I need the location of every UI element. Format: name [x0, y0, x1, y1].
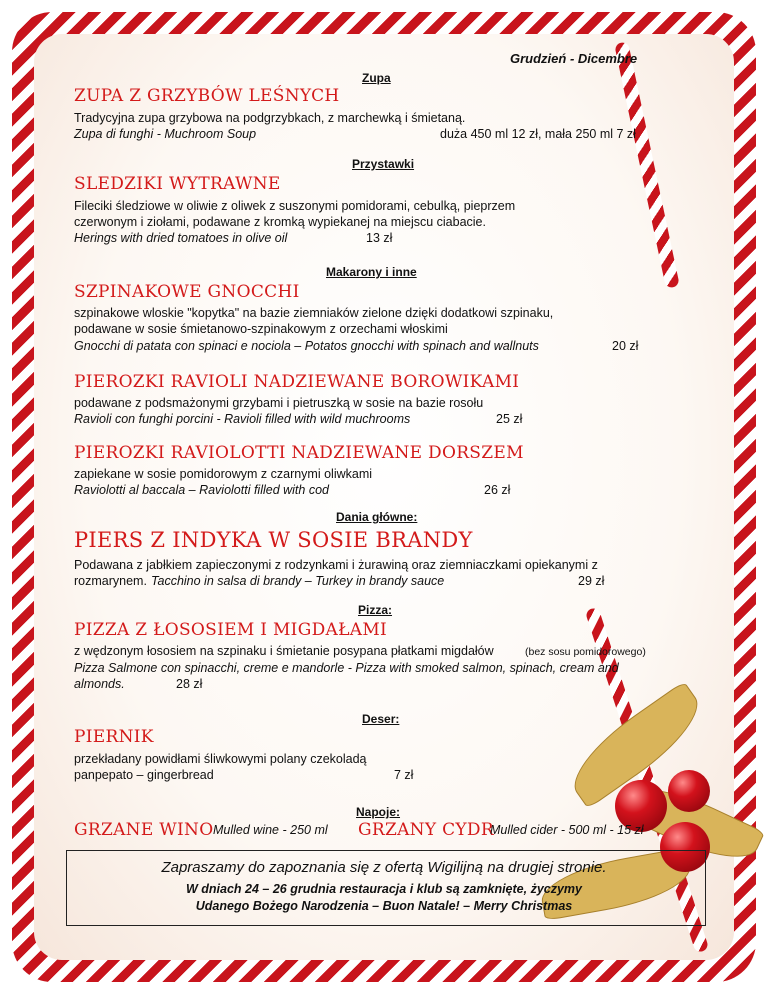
dish-description: z wędzonym łososiem na szpinaku i śmietanie posypana płatkami migdałów — [74, 644, 494, 658]
drink-name: GRZANY CYDR — [358, 820, 494, 840]
dish-translation: almonds. — [74, 677, 125, 691]
section-title-starters: Przystawki — [352, 157, 415, 171]
dish-price: 20 zł — [612, 339, 639, 353]
dish-description: przekładany powidłami śliwkowymi polany czekoladą — [74, 752, 367, 766]
section-title-pizza: Pizza: — [358, 603, 393, 617]
dish-name: PIEROZKI RAVIOLI NADZIEWANE BOROWIKAMI — [74, 372, 520, 392]
drink-detail: Mulled wine - 250 ml — [213, 823, 328, 837]
month-label: Grudzień - Dicembre — [510, 51, 638, 66]
section-title-soup: Zupa — [362, 71, 391, 85]
dish-description: Podawana z jabłkiem zapieczonymi z rodzynkami i żurawiną oraz ziemniaczkami opiekanymi z — [74, 558, 598, 572]
dish-description: zapiekane w sosie pomidorowym z czarnymi oliwkami — [74, 467, 373, 481]
dish-price: 29 zł — [578, 574, 605, 588]
dish-description: rozmarynem. — [74, 574, 147, 588]
dish-price: 28 zł — [176, 677, 203, 691]
berry-icon — [668, 770, 710, 812]
section-title-mains: Dania główne: — [336, 510, 418, 524]
dish-description: Fileciki śledziowe w oliwie z oliwek z suszonymi pomidorami, cebulką, pieprzem — [74, 199, 516, 213]
dish-price: 13 zł — [366, 231, 393, 245]
dish-name: PIZZA Z ŁOSOSIEM I MIGDAŁAMI — [74, 620, 388, 640]
dish-price: 26 zł — [484, 483, 511, 497]
dish-translation: Herings with dried tomatoes in olive oil — [74, 231, 288, 245]
dish-translation: panpepato – gingerbread — [74, 768, 214, 782]
dish-name: ZUPA Z GRZYBÓW LEŚNYCH — [74, 86, 340, 106]
notice-invitation: Zapraszamy do zapoznania się z ofertą Wigilijną na drugiej stronie. — [161, 859, 607, 876]
dish-description: czerwonym i ziołami, podawane z kromką wypiekanej na miejscu ciabacie. — [74, 215, 486, 229]
dish-price: 25 zł — [496, 412, 523, 426]
dish-name: PIERS Z INDYKA W SOSIE BRANDY — [74, 528, 473, 552]
notice-closure: W dniach 24 – 26 grudnia restauracja i klub są zamknięte, życzymy — [186, 882, 582, 896]
dish-description: szpinakowe wloskie "kopytka" na bazie ziemniaków zielone dzięki dodatkowi szpinaku, — [74, 306, 554, 320]
drink-detail: Mulled cider - 500 ml - 15 zł — [490, 823, 644, 837]
dish-description: podawane w sosie śmietanowo-szpinakowym z orzechami włoskimi — [74, 322, 448, 336]
section-title-dessert: Deser: — [362, 712, 400, 726]
dish-translation: Zupa di funghi - Muchroom Soup — [74, 127, 257, 141]
section-title-drinks: Napoje: — [356, 805, 401, 819]
dish-translation: Raviolotti al baccala – Raviolotti filled with cod — [74, 483, 329, 497]
dish-note: (bez sosu pomidorowego) — [525, 646, 646, 658]
dish-name: SZPINAKOWE GNOCCHI — [74, 282, 300, 302]
dish-price: duża 450 ml 12 zł, mała 250 ml 7 zł — [440, 127, 636, 141]
dish-name: SLEDZIKI WYTRAWNE — [74, 174, 281, 194]
drink-name: GRZANE WINO — [74, 820, 214, 840]
dish-translation: Tacchino in salsa di brandy – Turkey in brandy sauce — [151, 574, 445, 588]
dish-translation: Pizza Salmone con spinacchi, creme e mandorle - Pizza with smoked salmon, spinach, cream and — [74, 661, 619, 675]
dish-name: PIERNIK — [74, 727, 154, 747]
dish-description: podawane z podsmażonymi grzybami i pietruszką w sosie na bazie rosołu — [74, 396, 484, 410]
dish-translation: Gnocchi di patata con spinaci e nociola – Potatos gnocchi with spinach and wallnuts — [74, 339, 539, 353]
section-title-pasta: Makarony i inne — [326, 265, 417, 279]
dish-description: Tradycyjna zupa grzybowa na podgrzybkach, z marchewką i śmietaną. — [74, 111, 466, 125]
dish-name: PIEROZKI RAVIOLOTTI NADZIEWANE DORSZEM — [74, 443, 524, 463]
dish-translation: Ravioli con funghi porcini - Ravioli filled with wild muchrooms — [74, 412, 411, 426]
dish-price: 7 zł — [394, 768, 414, 782]
notice-greeting: Udanego Bożego Narodzenia – Buon Natale! – Merry Christmas — [195, 899, 573, 913]
